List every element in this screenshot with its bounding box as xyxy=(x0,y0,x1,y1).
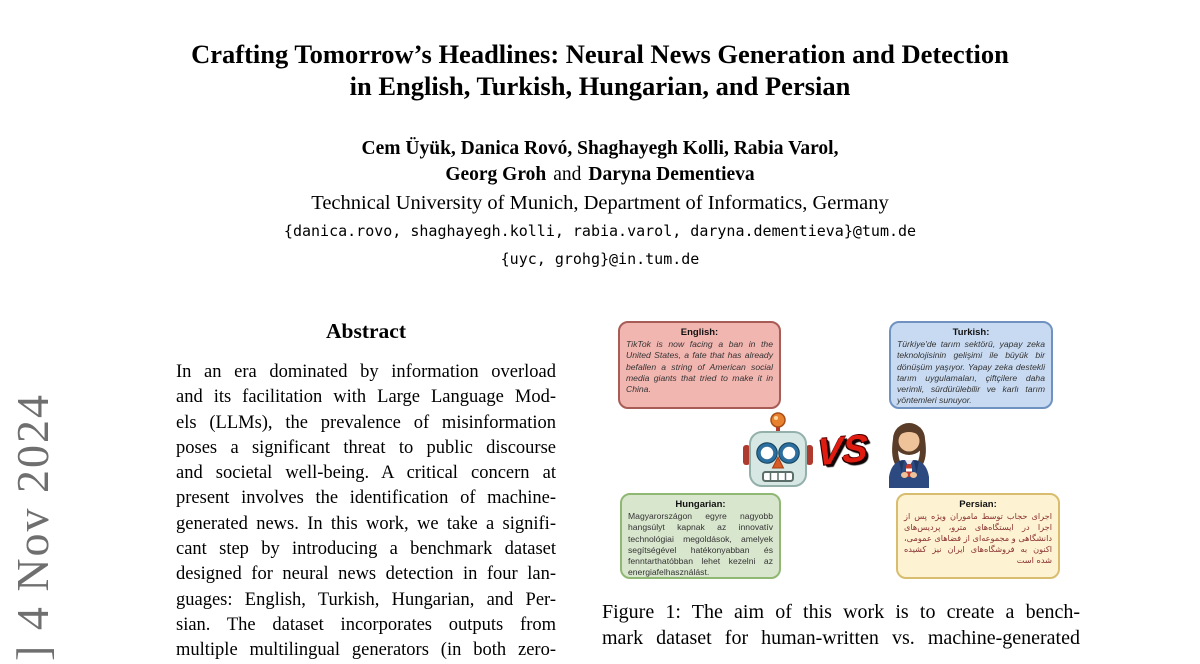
abstract-heading: Abstract xyxy=(325,319,406,343)
author-name: Daryna Dementieva xyxy=(588,164,755,185)
news-reporter-icon xyxy=(885,415,933,493)
box-text-hungarian: Magyarországon egyre nagyobb hangsúlyt kapnak az innovatív technológiai megoldások, amelyek segítségével hatékonyabban és fenntarthatóbban lehet kezelni az energiafelhasználást. xyxy=(628,511,773,578)
authors-line-2 xyxy=(0,162,1200,188)
caption-line-1: Figure 1: The aim of this work is to create a bench- xyxy=(602,601,1080,623)
box-text-persian: اجرای حجاب توسط ماموران ویژه پس از اجرا در ایستگاه‌های مترو، پردیس‌های دانشگاهی و مجموعه‌ای از فضاهای عمومی، اکنون به فروشگاه‌های ایران نیز کشیده شده است xyxy=(904,511,1052,565)
author-list xyxy=(0,136,1200,188)
abstract-line: generated news. In this work, we take a signifi- xyxy=(176,513,556,534)
abstract-line: present involves the identification of machine- xyxy=(176,488,556,509)
figure-box-english xyxy=(618,321,781,409)
title-line-2: in English, Turkish, Hungarian, and Persian xyxy=(349,71,851,101)
abstract-line: designed for neural news detection in four lan- xyxy=(176,564,556,585)
box-label-persian: Persian: xyxy=(959,499,997,510)
affiliation: Technical University of Munich, Department of Informatics, Germany xyxy=(311,192,889,214)
arxiv-watermark: ] 4 Nov 2024 xyxy=(7,392,58,661)
figure-box-turkish xyxy=(889,321,1053,409)
robot-emoji-icon xyxy=(743,412,813,493)
abstract-line: and societal well-being. A critical concern at xyxy=(176,463,556,484)
vs-label: VS xyxy=(816,427,868,475)
abstract-line: In an era dominated by information overload xyxy=(176,362,556,382)
figure-box-hungarian xyxy=(620,493,781,579)
abstract-line: els (LLMs), the prevalence of misinformation xyxy=(176,412,556,433)
figure-box-persian xyxy=(896,493,1060,579)
email-line-2: {uyc, grohg}@in.tum.de xyxy=(500,250,700,268)
abstract-line: and its facilitation with Large Language Mod- xyxy=(176,387,556,408)
box-text-turkish: Türkiye'de tarım sektörü, yapay zeka teknolojisinin gelişimi ile büyük bir dönüşüm yaşıyor. Yapay zeka destekli tarım uygulamaları, çiftçilere daha verimli, sürdürülebilir ve karlı tarım yöntemleri sunuyor. xyxy=(897,339,1045,406)
figure-caption xyxy=(602,599,1080,651)
abstract-line: multiple multilingual generators (in both zero- xyxy=(176,640,556,661)
abstract-line: cant step by introducing a benchmark dataset xyxy=(176,539,556,560)
box-label-english: English: xyxy=(680,327,719,338)
box-label-turkish: Turkish: xyxy=(952,327,990,338)
email-line-1: {danica.rovo, shaghayegh.kolli, rabia.varol, daryna.dementieva}@tum.de xyxy=(283,222,917,240)
paper-title xyxy=(0,38,1200,102)
box-text-english: TikTok is now facing a ban in the United States, a fate that has already befallen a string of American social media giants that tried to make it in China. xyxy=(626,339,773,395)
abstract-line: guages: English, Turkish, Hungarian, and Per- xyxy=(176,589,556,610)
authors-and: and xyxy=(553,164,582,185)
abstract-body xyxy=(176,360,556,664)
box-label-hungarian: Hungarian: xyxy=(675,499,726,510)
title-line-1: Crafting Tomorrow’s Headlines: Neural News Generation and Detection xyxy=(191,39,1009,69)
abstract-line: poses a significant threat to public discourse xyxy=(176,437,556,458)
authors-line-1: Cem Üyük, Danica Rovó, Shaghayegh Kolli, Rabia Varol, xyxy=(361,138,839,159)
author-name: Georg Groh xyxy=(445,164,547,185)
caption-line-2: mark dataset for human-written vs. machine-generated xyxy=(602,627,1080,649)
abstract-line: sian. The dataset incorporates outputs from xyxy=(176,614,556,635)
